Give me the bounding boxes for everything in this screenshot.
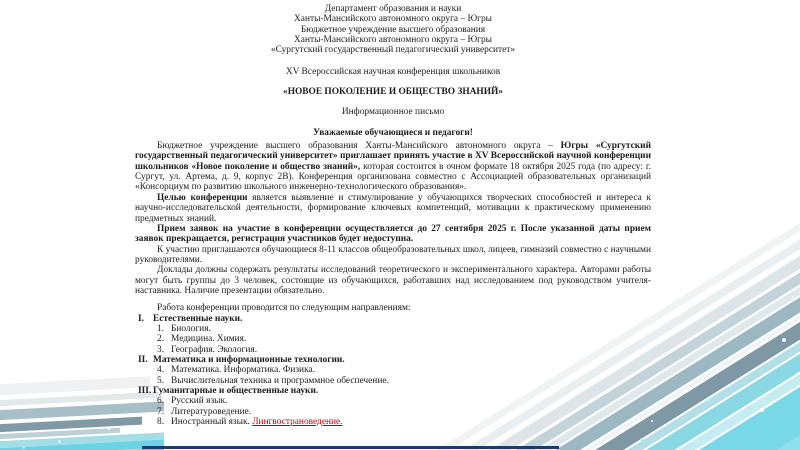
body-paragraph: Целью конференции является выявление и стимулирование у обучающихся творческих способностей и интереса к научно-исследовательской деятельности, формирование ключевых компетенций, мотивации к практическому применению предметных знаний. [135,192,651,224]
direction-section-heading: II. Математика и информационные технологии. [138,354,345,365]
organization-header [135,4,651,56]
direction-item: 8. Иностранный язык. Лингвострановедение. [157,417,343,428]
sparkle-dot [742,268,744,270]
direction-item: 2. Медицина. Химия. [157,334,247,345]
letter-body [135,141,651,296]
direction-section-heading: III. Гуманитарные и общественные науки. [138,386,319,396]
sparkle-dot [651,420,653,422]
body-paragraph: Доклады должны содержать результаты исследований теоретического и экспериментального характера. Авторами работы могут быть группы до 3 человек, состоящие из обучающихся, работавших над исследованием под руководством учителя-наставника. Наличие презентации обязательно. [135,265,651,296]
body-paragraph: К участию приглашаются обучающиеся 8-11 классов общеобразовательных школ, лицеев, гимназий совместно с научными руководителями. [135,244,651,265]
sparkle-dot [22,446,25,449]
organization-header-line: Департамент образования и науки [324,4,462,14]
conference-subtitle: XV Всероссийская научная конференция школьников [285,66,501,77]
organization-header-line: Ханты-Мансийского автономного округа – Югры [294,35,492,46]
sparkle-dot [760,408,764,412]
sparkle-dot [58,440,61,443]
sparkle-dot [792,296,794,298]
direction-item: 5. Вычислительная техника и программное обеспечение. [157,375,389,386]
sparkle-dot [108,428,110,430]
sparkle-dot [640,438,643,441]
information-letter [135,4,651,427]
conference-title: «НОВОЕ ПОКОЛЕНИЕ И ОБЩЕСТВО ЗНАНИЙ» [283,87,503,98]
document-type-label: Информационное письмо [341,107,445,118]
body-paragraph: Бюджетное учреждение высшего образования Ханты-Мансийского автономного округа – Югры «Сургутский государственный педагогический университет» приглашает принять участие в XV Всероссийской научной конференции школьников «Новое поколение и общество знаний», которая состоится в очном формате 18 октября 2025 года (по адресу: г. Сургут, ул. Артема, д. 9, корпус 2В). Конференция организована совместно с Ассоциацией образовательных организаций «Консорциум по развитию школьного инженерно-технологического образования». [135,141,651,193]
directions-intro: Работа конференции проводится по следующим направлениям: [157,303,411,314]
horizontal-rule [142,446,559,449]
directions-list [135,314,651,428]
sparkle-dot [706,398,709,401]
organization-header-line: «Сургутский государственный педагогический университет» [270,45,516,56]
organization-header-line: Бюджетное учреждение высшего образования [300,24,486,35]
direction-item: 7. Литературоведение. [157,406,252,417]
direction-item: 1. Биология. [157,323,211,334]
sparkle-dot [782,338,786,342]
red-underlined-link[interactable]: Лингвострановедение. [252,417,343,428]
direction-item: 4. Математика. Информатика. Физика. [157,365,315,376]
salutation: Уважаемые обучающиеся и педагоги! [313,127,473,138]
direction-section-heading: I. Естественные науки. [138,313,243,324]
sparkle-dot [688,302,691,305]
sparkle-dot [664,352,667,355]
direction-item: 3. География. Экология. [157,344,258,355]
body-paragraph: Прием заявок на участие в конференции осуществляется до 27 сентября 2025 г. После указанной даты прием заявок прекращается, регистрация участников будет недоступна. [135,223,651,245]
organization-header-line: Ханты-Мансийского автономного округа – Югры [294,14,492,25]
direction-item: 6. Русский язык. [157,396,228,407]
